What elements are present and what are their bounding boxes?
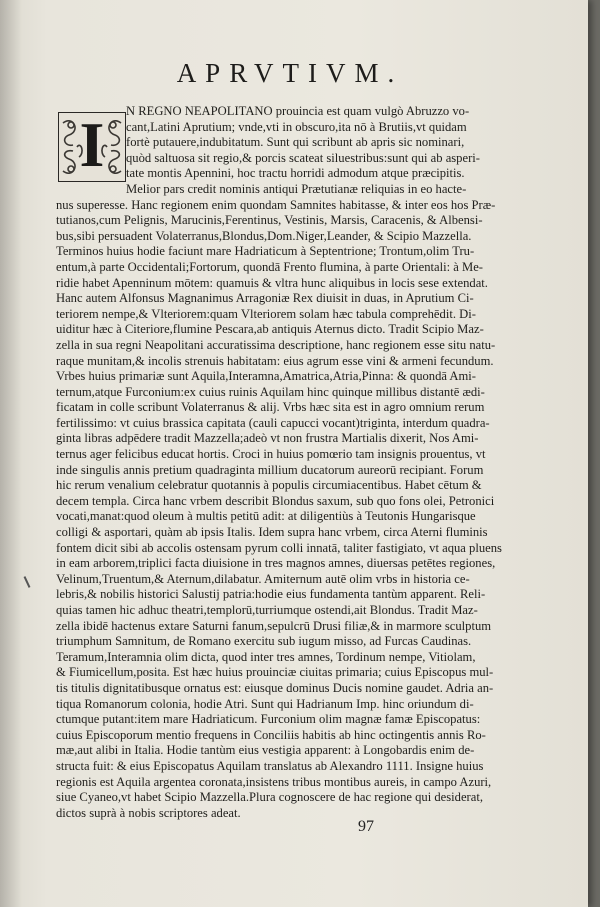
text-line: raque munitam,& incolis strenuis habitatam: eius agrum esse vini & armeni fecundum.	[56, 353, 494, 368]
text-line: ternus ager felicibus educat hortis. Croci in huius pomœrio tam insignis prouentus, vt	[56, 447, 486, 462]
text-line: hic rerum venalium celebratur quotannis à populis circumiacentibus. Habet cētum &	[56, 478, 482, 493]
text-line: cant,Latini Aprutium; vnde,vti in obscuro,ita nō à Brutiis,vt quidam	[126, 119, 467, 134]
text-line: bus,sibi persuadent Volaterranus,Blondus,Dom.Niger,Leander, & Scipio Mazzella.	[56, 228, 472, 243]
text-line: triumphum Samnitum, de Romano exercitu sub iugum misso, ad Furcas Caudinas.	[56, 634, 472, 649]
text-line: & Fiumicellum,posita. Est hæc huius prouinciæ ciuitas primaria; cuius Episcopus mul-	[56, 665, 494, 680]
text-line: ctumque putant:item mare Hadriaticum. Furconium olim magnæ famæ Episcopatus:	[56, 712, 481, 727]
margin-mark	[24, 576, 31, 588]
text-line: ginta libras adpēdere tradit Mazzella;adeò vt non frustra Martialis dixerit, Nos Ami-	[56, 431, 479, 446]
text-line: mæ,aut alibi in Italia. Hodie tantùm eius vestigia apparent: à Longobardis enim de-	[56, 743, 475, 758]
text-line: colligi & asportari, quàm ab ipsis Italis. Idem supra hanc vrbem, circa Aterni fluminis	[56, 525, 488, 540]
text-line: siue Cyaneo,vt habet Scipio Mazzella.Plura cognoscere de hac regione qui desiderat,	[56, 790, 483, 805]
text-line: ridie habet Apenninum mōtem: quamuis & vltra hunc aliquibus in locis sese extendat.	[56, 275, 488, 290]
text-line: tutianos,cum Pelignis, Marucinis,Ferentinus, Vestinis, Marsis, Caracenis, & Albensi-	[56, 213, 483, 228]
text-line: fontem dicit sibi ab accolis ostensam pyrum colli innatā, taliter fastigiato, vt aqua pluens	[56, 540, 502, 555]
text-line: ternum,atque Furconium:ex cuius ruinis Aquilam hinc quinque millibus distantē ædi-	[56, 384, 485, 399]
text-line: lebris,& nobilis historici Salustij patria:hodie eius fundamenta tantùm apparent. Reli-	[56, 587, 486, 602]
text-line: fortè putauere,indubitatum. Sunt qui scribunt ab apris sic nominari,	[126, 135, 465, 150]
text-line: fertilissimo: vt cuius brassica capitata (cauli capucci vocant)triginta, interdum quadra-	[56, 415, 490, 430]
text-line: regionis est Aquila argentea coronata,insistens tribus montibus aureis, in campo Azuri,	[56, 774, 492, 789]
text-line: Melior pars credit nominis antiqui Prætutianæ reliquias in eo hacte-	[126, 181, 467, 196]
text-line: teriorem nempe,& Vlteriorem:quam Vlteriorem solam hæc tabula comprehēdit. Di-	[56, 306, 476, 321]
text-line: entum,à parte Occidentali;Fortorum, quondā Frento flumina, à parte Orientali: à Me-	[56, 259, 484, 274]
text-line: tis titulis dignitatibusque ornatus est: eiusque dominus Ducis nomine gaudet. Adria an-	[56, 680, 494, 695]
text-line: tiqua Romanorum colonia, hodie Atri. Sunt qui Hadrianum Imp. hinc oriundum di-	[56, 696, 474, 711]
text-line: in eam arborem,triplici facta diuisione in tres magnos amnes, diuersas petētes regiones,	[56, 556, 496, 571]
body-text	[56, 104, 556, 821]
page-title: APRVTIVM.	[176, 58, 404, 88]
text-line: quòd saltuosa sit regio,& porcis scateat siluestribus:sunt qui ab asperi-	[126, 150, 480, 165]
text-line: Terminos huius hodie faciunt mare Hadriaticum à Septentrione; Trontum,olim Tru-	[56, 244, 475, 259]
text-line: uiditur hæc à Citeriore,flumine Pescara,ab antiquis Aternus dicto. Tradit Scipio Maz-	[56, 322, 484, 337]
text-line: zella ibidē hactenus extare Saturni fanum,sepulcrū Drusi filiæ,& in marmore sculptum	[56, 618, 492, 633]
text-line: cuius Episcoporum mentio frequens in Conciliis habitis ab hinc octingentis annis Ro-	[56, 727, 486, 742]
text-line: N REGNO NEAPOLITANO prouincia est quam vulgò Abruzzo vo-	[126, 104, 470, 118]
text-line: zella in sua regni Neapolitani accuratissima descriptione, hanc regionem esse situ natu-	[56, 337, 496, 352]
initial-letter: I	[79, 109, 105, 180]
text-line: dictos suprà à nobis scriptores adeat.	[56, 805, 241, 820]
text-line: Velinum,Truentum,& Aternum,dilabatur. Amiternum autē olim vrbs in historia ce-	[56, 571, 470, 586]
text-line: tate montis Apennini, hoc tractu horridi admodum atque præcipitis.	[126, 166, 465, 181]
text-line: Vrbes huius primariæ sunt Aquila,Interamna,Amatrica,Atria,Pinna: & quondā Ami-	[56, 369, 477, 384]
text-line: ficatam in colle scribunt Volaterranus & alij. Vrbs hæc sita est in agro omnium rerum	[56, 400, 485, 415]
text-line: decem templa. Circa hanc vrbem describit Blondus saxum, sub quo fons olei, Petronici	[56, 493, 495, 508]
page-number: 97	[358, 818, 374, 835]
text-line: inde singulis annis pretium quadraginta millium ducatorum aureorū recipiant. Forum	[56, 462, 484, 477]
text-line: vocati,manat:quod oleum à multis petitū adit: at diligentiùs à Teutonis Hungarisque	[56, 509, 476, 524]
text-line: Hanc autem Alfonsus Magnanimus Arragoniæ Rex diuisit in duas, in Aprutium Ci-	[56, 291, 474, 306]
text-line: quias tamen hic adhuc theatri,templorū,turriumque ostendi,ait Blondus. Tradit Maz-	[56, 603, 478, 617]
page-gutter-shadow	[0, 0, 22, 907]
text-line: structa fuit: & eius Episcopatus Aquilam translatus ab Alexandro 1111. Insigne huius	[56, 758, 484, 773]
text-line: nus superesse. Hanc regionem enim quondam Samnites habitasse, & inter eos hos Præ-	[56, 197, 496, 212]
text-line: Teramum,Interamnia olim dicta, quod inter tres amnes, Tordinum nempe, Vitiolam,	[56, 649, 476, 664]
